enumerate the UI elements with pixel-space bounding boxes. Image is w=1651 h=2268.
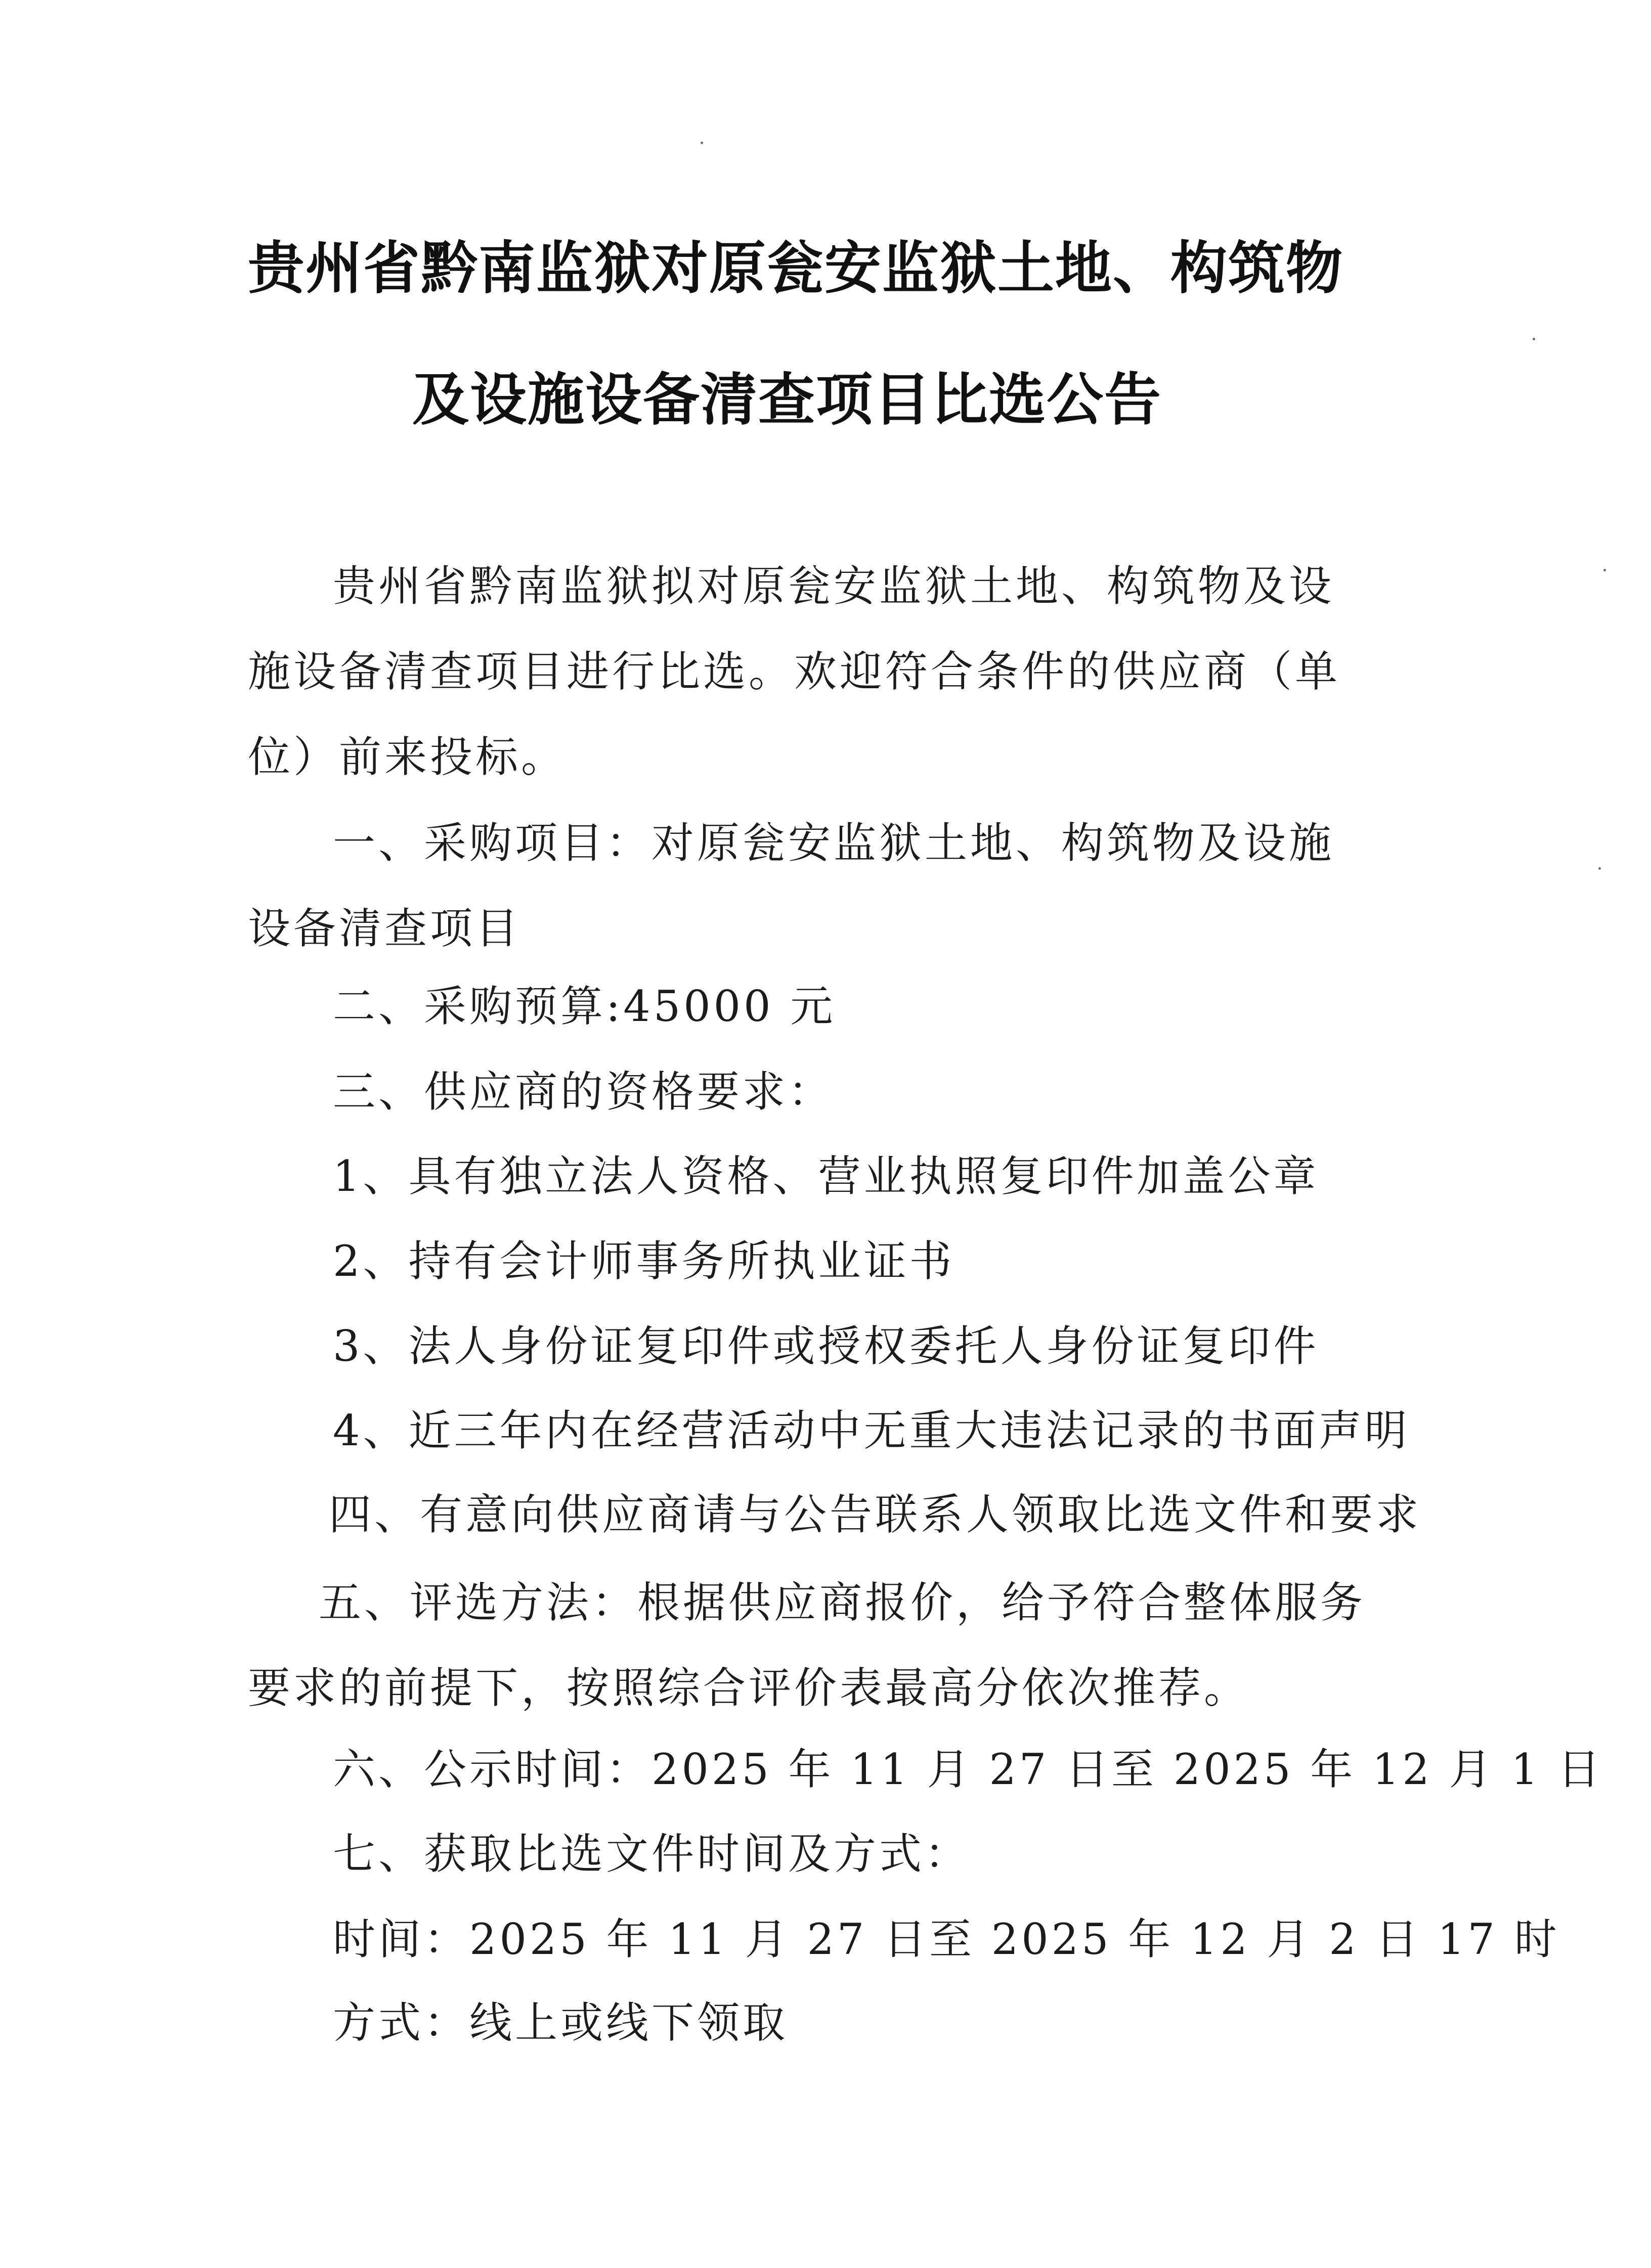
section-procurement-item: 一、采购项目：对原瓮安监狱土地、构筑物及设施设备清查项目 xyxy=(248,818,1335,953)
section-publicity-period: 六、公示时间：2025 年 11 月 27 日至 2025 年 12 月 1 日 xyxy=(333,1745,1603,1794)
scan-speck xyxy=(701,142,703,144)
document-title-line-2: 及设施设备清查项目比选公告 xyxy=(412,367,1162,433)
scan-speck xyxy=(1603,569,1606,571)
obtain-method-line: 方式：线上或线下领取 xyxy=(333,1998,789,2048)
document-title-line-1: 贵州省黔南监狱对原瓮安监狱土地、构筑物 xyxy=(248,236,1343,301)
qualification-item: 4、近三年内在经营活动中无重大违法记录的书面声明 xyxy=(333,1406,1410,1455)
section-contact: 四、有意向供应商请与公告联系人领取比选文件和要求 xyxy=(329,1490,1422,1539)
section-qualifications-heading: 三、供应商的资格要求： xyxy=(333,1067,834,1117)
intro-paragraph: 贵州省黔南监狱拟对原瓮安监狱土地、构筑物及设施设备清查项目进行比选。欢迎符合条件的供应商（单位）前来投标。 xyxy=(248,561,1341,782)
section-obtain-documents: 七、获取比选文件时间及方式： xyxy=(333,1829,971,1879)
obtain-time-line: 时间：2025 年 11 月 27 日至 2025 年 12 月 2 日 17 时 xyxy=(333,1915,1560,1964)
qualification-item: 3、法人身份证复印件或授权委托人身份证复印件 xyxy=(333,1321,1319,1371)
scan-speck xyxy=(1533,338,1535,340)
scan-speck xyxy=(1598,867,1601,870)
section-budget: 二、采购预算:45000 元 xyxy=(333,982,836,1031)
section-evaluation-method: 五、评选方法：根据供应商报价，给予符合整体服务要求的前提下，按照综合评价表最高分依次推荐。 xyxy=(248,1578,1366,1713)
qualification-item: 1、具有独立法人资格、营业执照复印件加盖公章 xyxy=(333,1151,1319,1201)
qualification-item: 2、持有会计师事务所执业证书 xyxy=(333,1236,955,1286)
